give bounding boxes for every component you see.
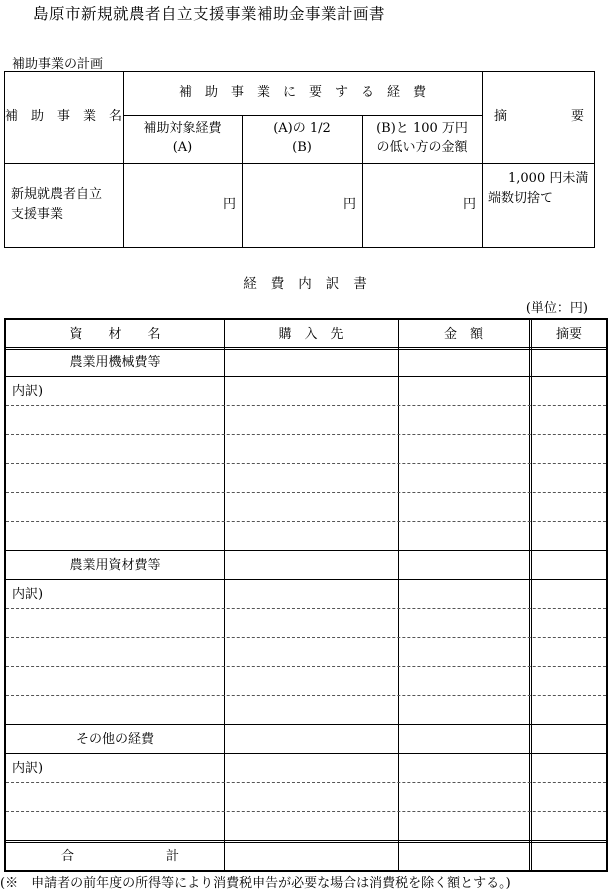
col-line-amount bbox=[398, 320, 399, 870]
section-label: 補助事業の計画 bbox=[12, 57, 104, 72]
detail-label: 内訳) bbox=[12, 587, 44, 602]
remarks-line1: 1,000 円未満 bbox=[508, 171, 589, 186]
project-name-cell bbox=[4, 163, 123, 247]
group-line bbox=[6, 753, 606, 754]
dashed-row-line bbox=[6, 695, 606, 696]
breakdown-title: 経費内訳書 bbox=[243, 276, 381, 292]
amount-b-cell[interactable] bbox=[242, 163, 362, 247]
dashed-row-line bbox=[6, 521, 606, 522]
header-col-c bbox=[362, 115, 482, 163]
dashed-row-line bbox=[6, 405, 606, 406]
dashed-row-line bbox=[6, 608, 606, 609]
header-project-name bbox=[4, 71, 123, 163]
header-col-a bbox=[123, 115, 242, 163]
group-line bbox=[6, 376, 606, 377]
group-line bbox=[6, 724, 606, 725]
plan-border-right bbox=[594, 71, 595, 248]
project-name-line2: 支援事業 bbox=[11, 207, 64, 222]
header-remarks-1: 摘 bbox=[494, 108, 508, 124]
group-line bbox=[6, 579, 606, 580]
total-divider bbox=[6, 840, 606, 843]
header-amount: 金 額 bbox=[443, 327, 483, 342]
detail-label: 内訳) bbox=[12, 384, 44, 399]
breakdown-table bbox=[4, 318, 608, 872]
dashed-row-line bbox=[6, 637, 606, 638]
col-line-supplier bbox=[224, 320, 225, 870]
group-name-materials: 農業用資材費等 bbox=[69, 558, 161, 573]
header-divider bbox=[6, 347, 606, 350]
header-col-b-line2: (B) bbox=[292, 140, 312, 155]
header-cost-text: 補 助 事 業 に 要 す る 経 費 bbox=[178, 84, 426, 100]
unit-label: (単位：円) bbox=[525, 301, 588, 316]
header-col-a-line1: 補助対象経費 bbox=[143, 121, 222, 137]
header-cost bbox=[123, 71, 482, 115]
header-col-c-line2: の低い方の金額 bbox=[376, 140, 468, 155]
header-remarks bbox=[482, 71, 594, 163]
group-name-other: その他の経費 bbox=[75, 732, 154, 747]
total-label-2: 計 bbox=[166, 849, 180, 864]
dashed-row-line bbox=[6, 434, 606, 435]
header-material: 資 材 名 bbox=[69, 327, 161, 342]
header-col-b bbox=[242, 115, 362, 163]
plan-border-bottom bbox=[4, 247, 595, 248]
remarks-line2: 端数切捨て bbox=[488, 190, 554, 206]
group-line bbox=[6, 550, 606, 551]
col-line-remarks bbox=[529, 320, 532, 870]
project-name-line1: 新規就農者自立 bbox=[11, 186, 103, 202]
amount-c-cell[interactable] bbox=[362, 163, 482, 247]
header-remarks-2: 要 bbox=[570, 108, 584, 124]
total-label-1: 合 bbox=[61, 849, 75, 864]
header-remarks: 摘要 bbox=[555, 327, 582, 342]
yen-b-unit: 円 bbox=[342, 196, 356, 212]
dashed-row-line bbox=[6, 666, 606, 667]
group-name-machinery: 農業用機械費等 bbox=[69, 355, 161, 370]
dashed-row-line bbox=[6, 811, 606, 812]
header-col-c-line1: (B)と 100 万円 bbox=[376, 121, 468, 137]
dashed-row-line bbox=[6, 492, 606, 493]
header-col-b-line1: (A)の 1/2 bbox=[273, 121, 331, 137]
footnote: (※ 申請者の前年度の所得等により消費税申告が必要な場合は消費税を除く額とする。) bbox=[0, 876, 511, 891]
dashed-row-line bbox=[6, 782, 606, 783]
dashed-row-line bbox=[6, 463, 606, 464]
yen-a-unit: 円 bbox=[222, 196, 236, 212]
remarks-cell bbox=[482, 163, 594, 247]
detail-label: 内訳) bbox=[12, 761, 44, 776]
amount-a-cell[interactable] bbox=[123, 163, 242, 247]
header-supplier: 購 入 先 bbox=[278, 327, 344, 342]
header-project-name-text: 補 助 事 業 名 bbox=[4, 108, 122, 124]
page-title: 島原市新規就農者自立支援事業補助金事業計画書 bbox=[33, 5, 386, 23]
plan-table bbox=[4, 71, 594, 247]
yen-c-unit: 円 bbox=[462, 196, 476, 212]
header-col-a-line2: (A) bbox=[172, 140, 193, 155]
